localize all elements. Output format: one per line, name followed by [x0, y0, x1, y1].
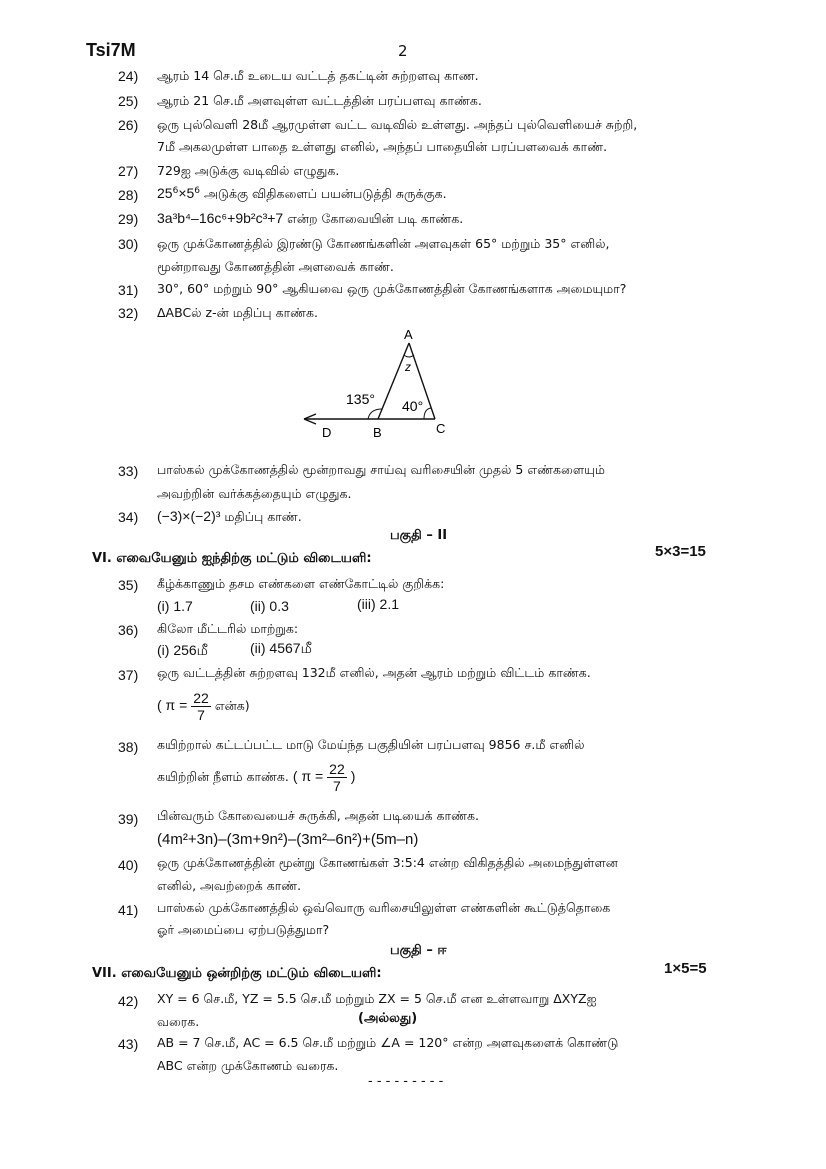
label-angle-40: 40°	[402, 398, 424, 414]
question-number: 34)	[118, 509, 139, 525]
question-text-line1: ஒரு முக்கோணத்தின் மூன்று கோணங்கள் 3:5:4 என்ற விகிதத்தில் அமைந்துள்ளன	[157, 855, 618, 870]
fraction-denominator: 7	[197, 707, 205, 723]
option-ii: (ii) 0.3	[250, 598, 289, 614]
option-iii: (iii) 2.1	[357, 596, 400, 612]
expression-mid: ×5	[178, 185, 195, 201]
expression-base: 25	[157, 185, 173, 201]
exam-code: Tsi7M	[86, 40, 136, 60]
question-text-line1: பாஸ்கல் முக்கோணத்தில் மூன்றாவது சாய்வு வரிசையின் முதல் 5 எண்களையும்	[157, 462, 605, 477]
label-a: A	[404, 327, 413, 342]
question-text: 30°, 60° மற்றும் 90° ஆகியவை ஒரு முக்கோணத்தின் கோணங்களாக அமையுமா?	[157, 281, 627, 296]
section-vi-marks: 5×3=15	[655, 543, 706, 560]
question-text-line2-text: கயிற்றின் நீளம் காண்க.	[157, 769, 289, 784]
end-dashes: - - - - - - - - -	[368, 1074, 444, 1089]
angle-arc-c	[424, 408, 431, 419]
question-text: கிலோ மீட்டரில் மாற்றுக:	[157, 621, 299, 636]
question-number: 41)	[118, 902, 139, 918]
part-2-title: பகுதி – II	[390, 528, 448, 543]
question-text: கீழ்க்காணும் தசம எண்களை எண்கோட்டில் குறிக்க:	[157, 576, 445, 591]
question-text-line1: ஒரு முக்கோணத்தில் இரண்டு கோணங்களின் அளவுகள் 65° மற்றும் 35° எனில்,	[157, 236, 610, 251]
question-text-line1: AB = 7 செ.மீ, AC = 6.5 செ.மீ மற்றும் ∠A = 120° என்ற அளவுகளைக் கொண்டு	[157, 1035, 619, 1050]
question-text-line1: ஒரு புல்வெளி 28மீ ஆரமுள்ள வட்ட வடிவில் உள்ளது. அந்தப் புல்வெளியைச் சுற்றி,	[157, 117, 638, 132]
fraction-denominator: 7	[333, 778, 341, 794]
question-text-line2: ABC என்ற முக்கோணம் வரைக.	[157, 1058, 339, 1073]
label-d: D	[322, 425, 332, 440]
label-z: z	[405, 360, 411, 374]
question-text-line1: XY = 6 செ.மீ, YZ = 5.5 செ.மீ மற்றும் ZX = 5 செ.மீ என உள்ளவாறு ΔXYZஐ	[157, 991, 597, 1006]
question-text-line2: 7மீ அகலமுள்ள பாதை உள்ளது எனில், அந்தப் பாதையின் பரப்பளவைக் காண்.	[157, 139, 608, 154]
section-vii-heading: VII. எவையேனும் ஒன்றிற்கு மட்டும் விடையளி:	[92, 966, 382, 981]
pi-suffix: )	[350, 768, 356, 784]
question-text-line2: வரைக.	[157, 1014, 200, 1029]
expression: 3a³b⁴–16c⁶+9b²c³+7	[157, 210, 284, 226]
question-number: 39)	[118, 811, 139, 827]
question-text-line2: அவற்றின் வர்க்கத்தையும் எழுதுக.	[157, 486, 352, 501]
pi-suffix: என்க)	[214, 698, 250, 713]
label-angle-135: 135°	[346, 391, 375, 407]
question-tail: அடுக்கு விதிகளைப் பயன்படுத்தி சுருக்குக.	[200, 186, 447, 201]
question-number: 35)	[118, 577, 139, 593]
question-number: 36)	[118, 622, 139, 638]
label-c: C	[436, 421, 446, 436]
question-number: 26)	[118, 117, 139, 133]
question-text-line2	[157, 761, 355, 794]
question-number: 38)	[118, 739, 139, 755]
part-3-title: பகுதி – ஈ	[390, 943, 447, 958]
question-text	[157, 508, 302, 526]
question-number: 42)	[118, 993, 139, 1009]
pi-hint	[157, 690, 250, 723]
question-text-line2: மூன்றாவது கோணத்தின் அளவைக் காண்.	[157, 259, 394, 274]
or-label: (அல்லது)	[358, 1011, 418, 1026]
question-number: 40)	[118, 857, 139, 873]
section-vii-marks: 1×5=5	[664, 960, 707, 977]
pi-prefix: ( π =	[292, 768, 324, 784]
question-text-line1: பாஸ்கல் முக்கோணத்தில் ஒவ்வொரு வரிசையிலுள்ள எண்களின் கூட்டுத்தொகை	[157, 900, 611, 915]
question-text: 729ஐ அடுக்கு வடிவில் எழுதுக.	[157, 163, 340, 178]
pi-prefix: ( π =	[157, 697, 188, 713]
question-text	[157, 210, 463, 228]
question-number: 43)	[118, 1036, 139, 1052]
question-text: ΔABCல் z-ன் மதிப்பு காண்க.	[157, 305, 318, 320]
question-number: 24)	[118, 68, 139, 84]
option-ii: (ii) 4567மீ	[250, 640, 312, 656]
question-text: ஆரம் 21 செ.மீ அளவுள்ள வட்டத்தின் பரப்பளவு காண்க.	[157, 93, 482, 108]
question-text: ஆரம் 14 செ.மீ உடைய வட்டத் தகட்டின் சுற்றளவு காண.	[157, 68, 479, 83]
question-number: 28)	[118, 187, 139, 203]
question-text-line1: கயிற்றால் கட்டப்பட்ட மாடு மேய்ந்த பகுதியின் பரப்பளவு 9856 ச.மீ எனில்	[157, 737, 585, 752]
label-b: B	[373, 425, 382, 440]
question-text-line2: எனில், அவற்றைக் காண்.	[157, 878, 302, 893]
question-tail: என்ற கோவையின் படி காண்க.	[283, 211, 464, 226]
exponent: 6	[194, 185, 201, 196]
question-text	[157, 185, 447, 203]
question-number: 29)	[118, 211, 139, 227]
question-number: 25)	[118, 93, 139, 109]
question-number: 32)	[118, 305, 139, 321]
expression: (−3)×(−2)³	[157, 508, 221, 524]
question-number: 37)	[118, 667, 139, 683]
triangle-diagram	[290, 325, 470, 445]
pi-fraction	[327, 761, 347, 794]
question-text-line2: ஓர் அமைப்பை ஏற்படுத்துமா?	[157, 922, 330, 937]
expression: (4m²+3n)–(3m+9n²)–(3m²–6n²)+(5m–n)	[157, 831, 419, 848]
section-vi-heading: VI. எவையேனும் ஐந்திற்கு மட்டும் விடையளி:	[92, 551, 372, 566]
question-number: 27)	[118, 163, 139, 179]
pi-fraction	[191, 690, 211, 723]
question-tail: மதிப்பு காண்.	[220, 509, 302, 524]
option-i: (i) 1.7	[157, 598, 193, 614]
exponent: 6	[172, 185, 179, 196]
fraction-numerator: 22	[329, 761, 345, 777]
question-number: 31)	[118, 282, 139, 298]
question-text: ஒரு வட்டத்தின் சுற்றளவு 132மீ எனில், அதன் ஆரம் மற்றும் விட்டம் காண்க.	[157, 665, 591, 680]
option-i: (i) 256மீ	[157, 642, 208, 658]
question-number: 30)	[118, 236, 139, 252]
page-number: 2	[398, 42, 408, 60]
fraction-numerator: 22	[193, 690, 209, 706]
question-text: பின்வரும் கோவையைச் சுருக்கி, அதன் படியைக் காண்க.	[157, 808, 479, 823]
question-number: 33)	[118, 463, 139, 479]
